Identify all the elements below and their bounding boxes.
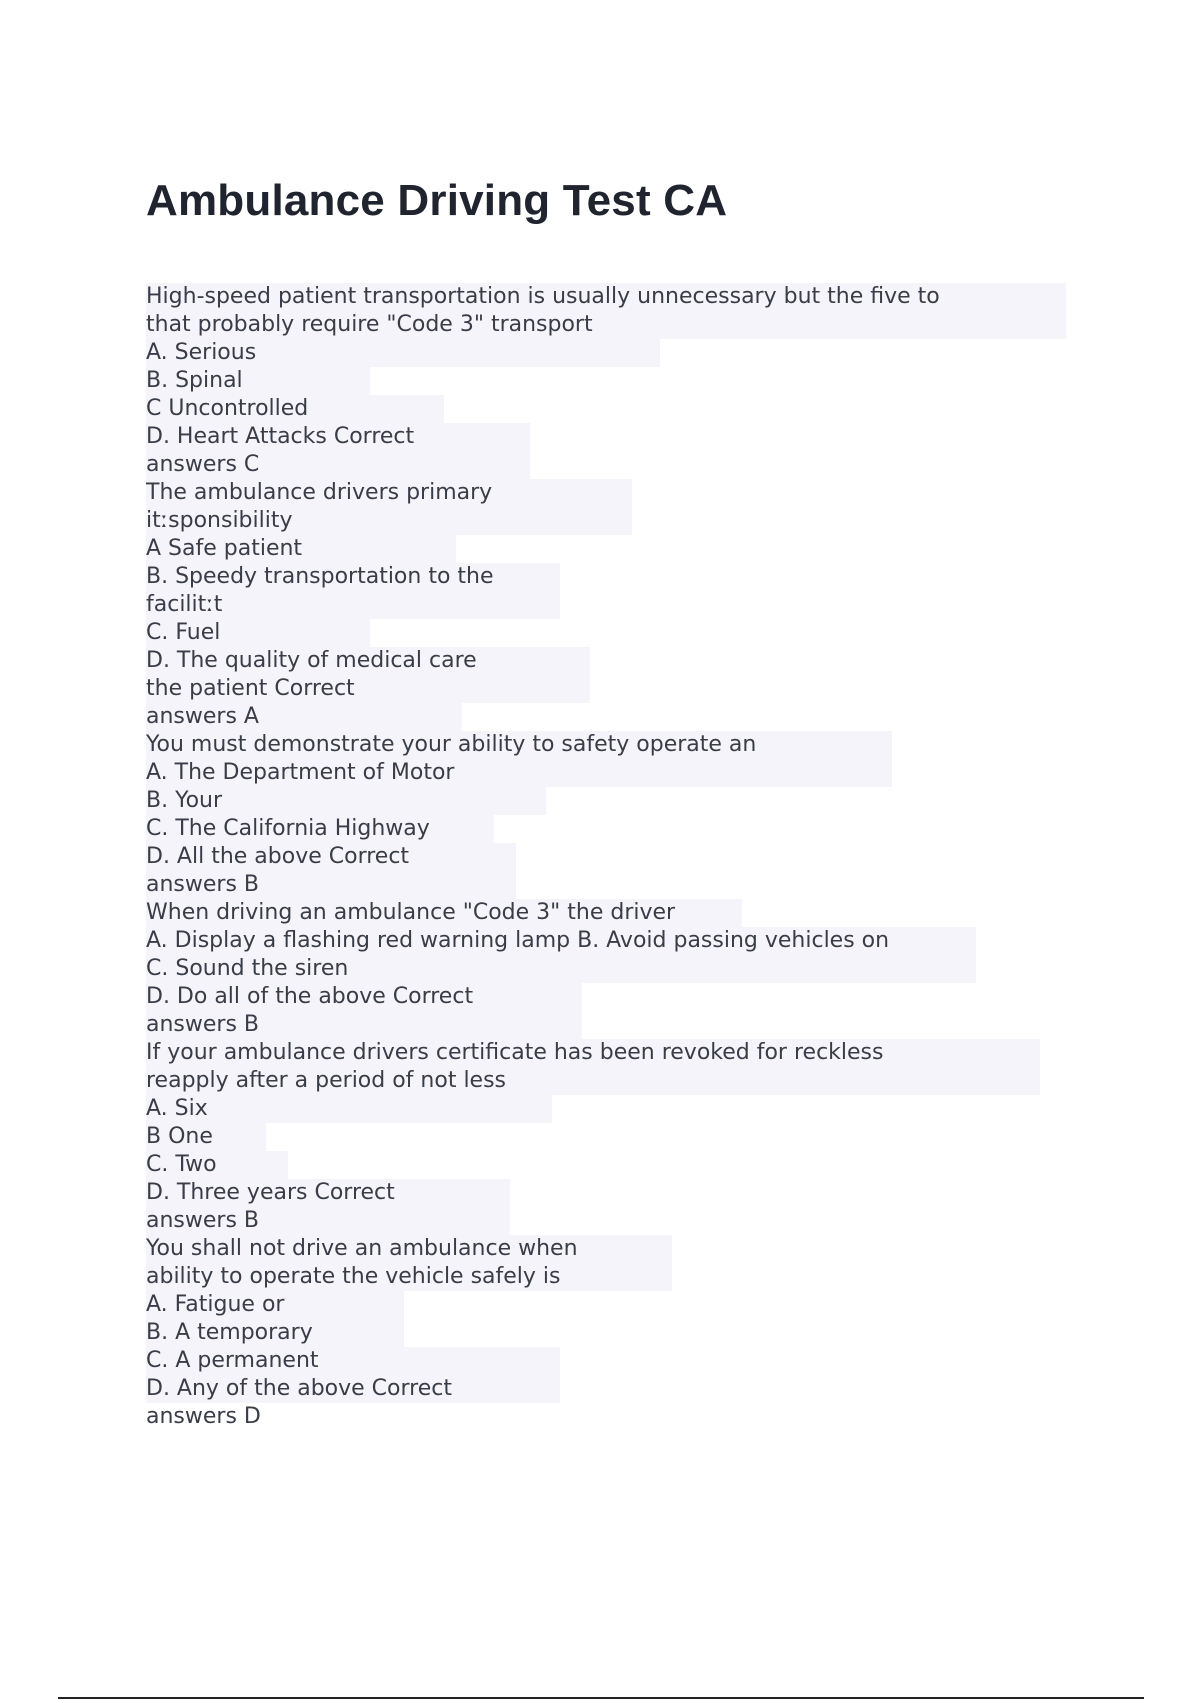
line-text: B. Speedy transportation to the — [146, 564, 494, 589]
document-line — [146, 983, 1086, 1011]
document-line — [146, 395, 1086, 423]
document-line — [146, 1235, 1086, 1263]
line-text: C. Fuel — [146, 620, 221, 645]
line-text: answers C — [146, 452, 260, 477]
document-line — [146, 1403, 1086, 1431]
document-line — [146, 1011, 1086, 1039]
document-line — [146, 843, 1086, 871]
line-text: If your ambulance drivers certificate has been revoked for reckless — [146, 1040, 884, 1065]
line-text: A. Six — [146, 1096, 208, 1121]
line-text: A. Fatigue or — [146, 1292, 285, 1317]
document-line — [146, 1095, 1086, 1123]
line-text: A Safe patient — [146, 536, 303, 561]
document-line — [146, 871, 1086, 899]
line-text: You must demonstrate your ability to safety operate an — [146, 732, 757, 757]
line-text: D. Three years Correct — [146, 1180, 395, 1205]
line-text: C. Sound the siren — [146, 956, 349, 981]
line-text: D. Any of the above Correct — [146, 1376, 452, 1401]
line-text: answers B — [146, 1208, 260, 1233]
document-line — [146, 787, 1086, 815]
line-text: B. Spinal — [146, 368, 243, 393]
line-text: answers D — [146, 1404, 261, 1429]
line-text: When driving an ambulance "Code 3" the driver — [146, 900, 676, 925]
page-title: Ambulance Driving Test CA — [146, 176, 728, 225]
line-text: B. A temporary — [146, 1320, 313, 1345]
document-line — [146, 451, 1086, 479]
document-line — [146, 899, 1086, 927]
document-line — [146, 1319, 1086, 1347]
line-text: B. Your — [146, 788, 223, 813]
line-text: A. Serious — [146, 340, 257, 365]
line-text: C. The California Highway — [146, 816, 430, 841]
line-text: C. Two — [146, 1152, 217, 1177]
question-text-block — [146, 283, 1086, 1431]
document-line — [146, 1151, 1086, 1179]
line-text: The ambulance drivers primary — [146, 480, 493, 505]
line-text: C Uncontrolled — [146, 396, 309, 421]
line-text: itːsponsibility — [146, 508, 293, 533]
line-text: answers A — [146, 704, 259, 729]
document-line — [146, 535, 1086, 563]
line-text: facilitːt — [146, 592, 223, 617]
line-text: answers B — [146, 872, 260, 897]
line-text: answers B — [146, 1012, 260, 1037]
document-line — [146, 591, 1086, 619]
document-line — [146, 339, 1086, 367]
document-line — [146, 479, 1086, 507]
document-line — [146, 311, 1086, 339]
document-line — [146, 283, 1086, 311]
line-text: C. A permanent — [146, 1348, 319, 1373]
line-text: D. All the above Correct — [146, 844, 410, 869]
document-line — [146, 563, 1086, 591]
document-line — [146, 507, 1086, 535]
line-text: A. The Department of Motor — [146, 760, 455, 785]
document-line — [146, 1347, 1086, 1375]
document-line — [146, 647, 1086, 675]
document-line — [146, 675, 1086, 703]
document-line — [146, 367, 1086, 395]
document-line — [146, 815, 1086, 843]
line-text: High-speed patient transportation is usually unnecessary but the five to — [146, 284, 940, 309]
line-text: reapply after a period of not less — [146, 1068, 507, 1093]
document-line — [146, 1291, 1086, 1319]
document-line — [146, 1067, 1086, 1095]
line-text: You shall not drive an ambulance when — [146, 1236, 578, 1261]
line-text: D. Heart Attacks Correct — [146, 424, 415, 449]
line-text: that probably require "Code 3" transport — [146, 312, 593, 337]
line-text: the patient Correct — [146, 676, 355, 701]
line-text: ability to operate the vehicle safely is — [146, 1264, 561, 1289]
footer-divider — [58, 1697, 1144, 1699]
line-text: B One — [146, 1124, 213, 1149]
line-text: D. Do all of the above Correct — [146, 984, 474, 1009]
document-line — [146, 1123, 1086, 1151]
document-line — [146, 731, 1086, 759]
document-line — [146, 759, 1086, 787]
document-line — [146, 1179, 1086, 1207]
document-line — [146, 1263, 1086, 1291]
document-line — [146, 955, 1086, 983]
document-line — [146, 703, 1086, 731]
line-text: A. Display a flashing red warning lamp B. Avoid passing vehicles on — [146, 928, 890, 953]
document-line — [146, 1039, 1086, 1067]
document-line — [146, 619, 1086, 647]
document-line — [146, 927, 1086, 955]
document-line — [146, 423, 1086, 451]
document-line — [146, 1207, 1086, 1235]
document-line — [146, 1375, 1086, 1403]
line-text: D. The quality of medical care — [146, 648, 477, 673]
